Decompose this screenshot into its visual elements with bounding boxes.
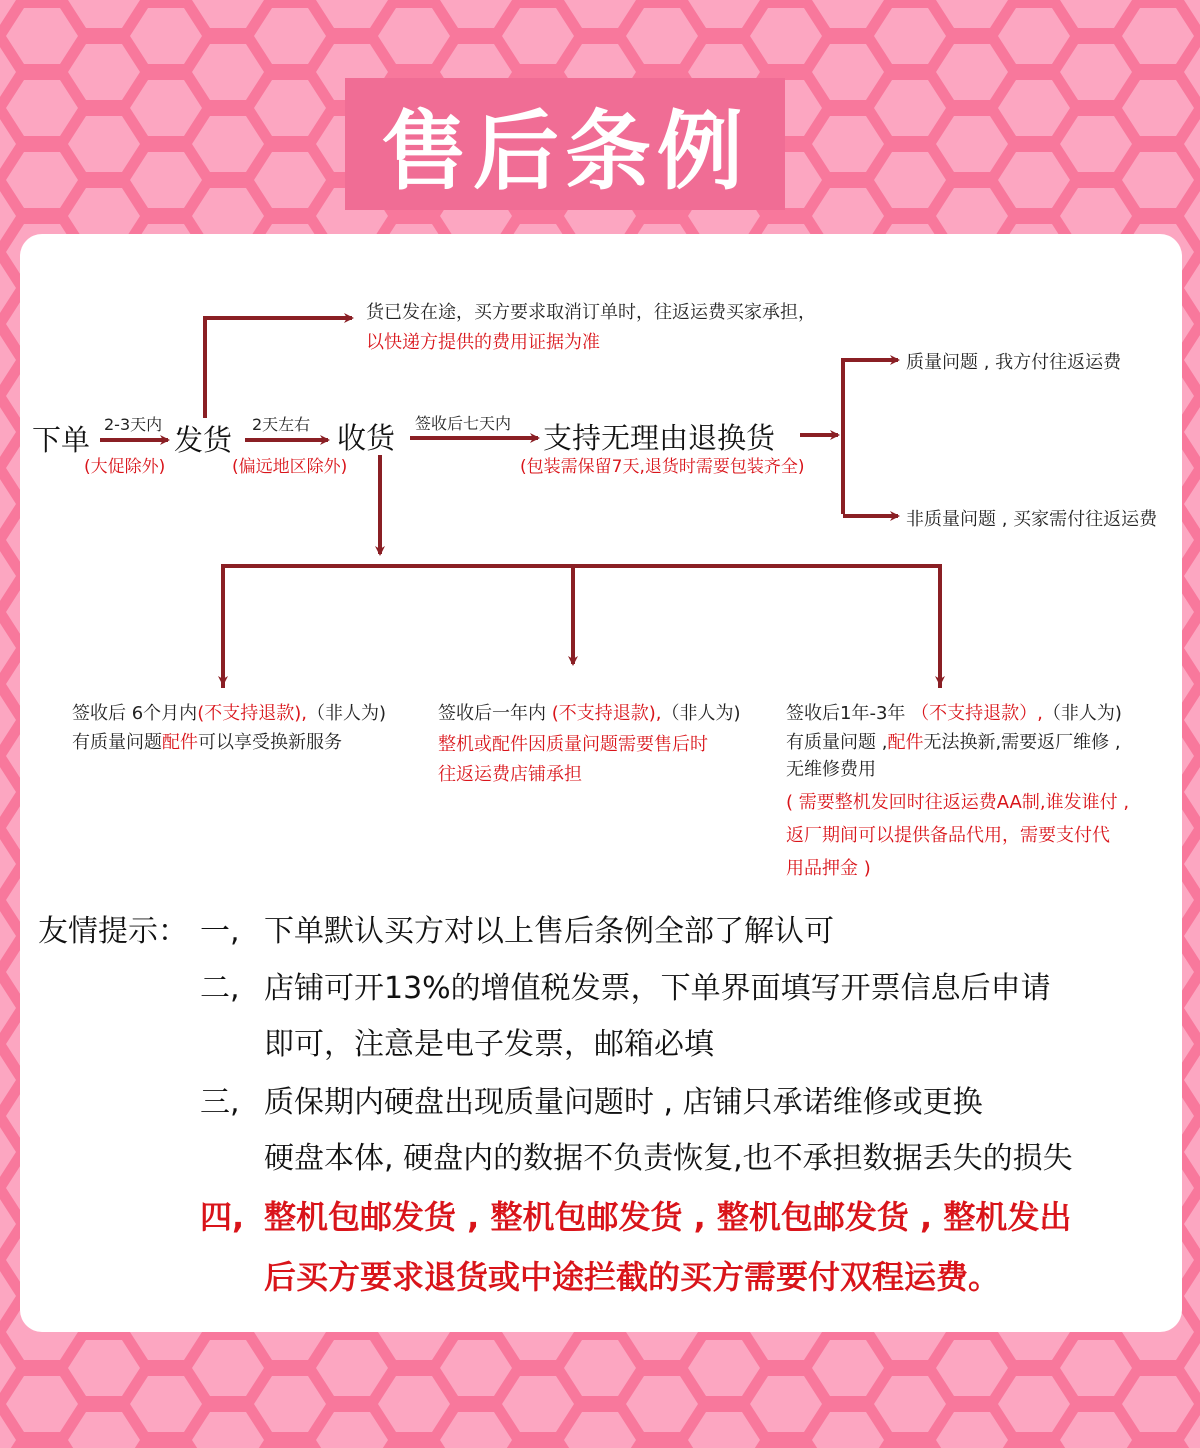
- page-title: 售后条例: [381, 102, 749, 202]
- tip-2-number: 二,: [200, 971, 240, 1006]
- tip-3-number: 三,: [200, 1085, 240, 1120]
- period-1-line-2: 有质量问题配件可以享受换新服务: [72, 732, 342, 753]
- step-order: 下单: [32, 423, 91, 457]
- tip-4-text-b: 后买方要求退货或中途拦截的买方需要付双程运费。: [264, 1258, 1001, 1296]
- note-support: (包装需保留7天,退货时需要包装齐全): [520, 457, 805, 477]
- period-2-line-2: 整机或配件因质量问题需要售后时: [438, 734, 708, 755]
- period-2-line-1: 签收后一年内 (不支持退款),（非人为): [438, 703, 741, 724]
- arrow3-label: 签收后七天内: [415, 414, 512, 433]
- note-order: (大促除外): [84, 457, 166, 477]
- tip-4-number: 四,: [200, 1198, 245, 1236]
- step-receive: 收货: [337, 421, 396, 455]
- cancel-line-1: 货已发在途，买方要求取消订单时，往返运费买家承担，: [366, 302, 816, 323]
- arrow1-label: 2-3天内: [104, 415, 163, 434]
- period-3-line-2: 有质量问题 ,配件无法换新,需要返厂维修 ,: [786, 732, 1121, 753]
- period-2-line-3: 往返运费店铺承担: [438, 764, 582, 785]
- period-3-line-1: 签收后1年-3年 （不支持退款）,（非人为): [786, 703, 1122, 724]
- period-bracket: [223, 566, 940, 688]
- arrow2-label: 2天左右: [252, 415, 311, 434]
- tip-2-text-b: 即可，注意是电子发票，邮箱必填: [264, 1027, 714, 1062]
- tip-2-text-a: 店铺可开13%的增值税发票，下单界面填写开票信息后申请: [264, 971, 1051, 1006]
- tip-1-number: 一,: [200, 914, 240, 949]
- tip-3-text-a: 质保期内硬盘出现质量问题时 , 店铺只承诺维修或更换: [264, 1085, 983, 1120]
- step-support: 支持无理由退换货: [543, 421, 776, 455]
- note-ship: (偏远地区除外): [232, 457, 348, 477]
- step-ship: 发货: [174, 423, 233, 457]
- arrow-cancel: [205, 318, 352, 418]
- non-quality-issue: 非质量问题 , 买家需付往返运费: [906, 509, 1158, 530]
- period-3-line-4: ( 需要整机发回时往返运费AA制,谁发谁付 ,: [786, 792, 1130, 813]
- arrow-quality: [843, 360, 898, 514]
- quality-issue: 质量问题 , 我方付往返运费: [906, 352, 1122, 373]
- tips-label: 友情提示：: [38, 914, 188, 949]
- tip-1-text: 下单默认买方对以上售后条例全部了解认可: [264, 914, 834, 949]
- period-3-line-3: 无维修费用: [786, 759, 876, 780]
- cancel-line-2: 以快递方提供的费用证据为准: [366, 332, 600, 353]
- tip-3-text-b: 硬盘本体, 硬盘内的数据不负责恢复,也不承担数据丢失的损失: [264, 1141, 1073, 1176]
- period-1-line-1: 签收后 6个月内(不支持退款),（非人为): [72, 703, 386, 724]
- period-3-line-6: 用品押金 ): [786, 858, 871, 879]
- period-3-line-5: 返厂期间可以提供备品代用，需要支付代: [786, 825, 1110, 846]
- tip-4-text-a: 整机包邮发货 , 整机包邮发货 , 整机包邮发货 , 整机发出: [264, 1198, 1072, 1236]
